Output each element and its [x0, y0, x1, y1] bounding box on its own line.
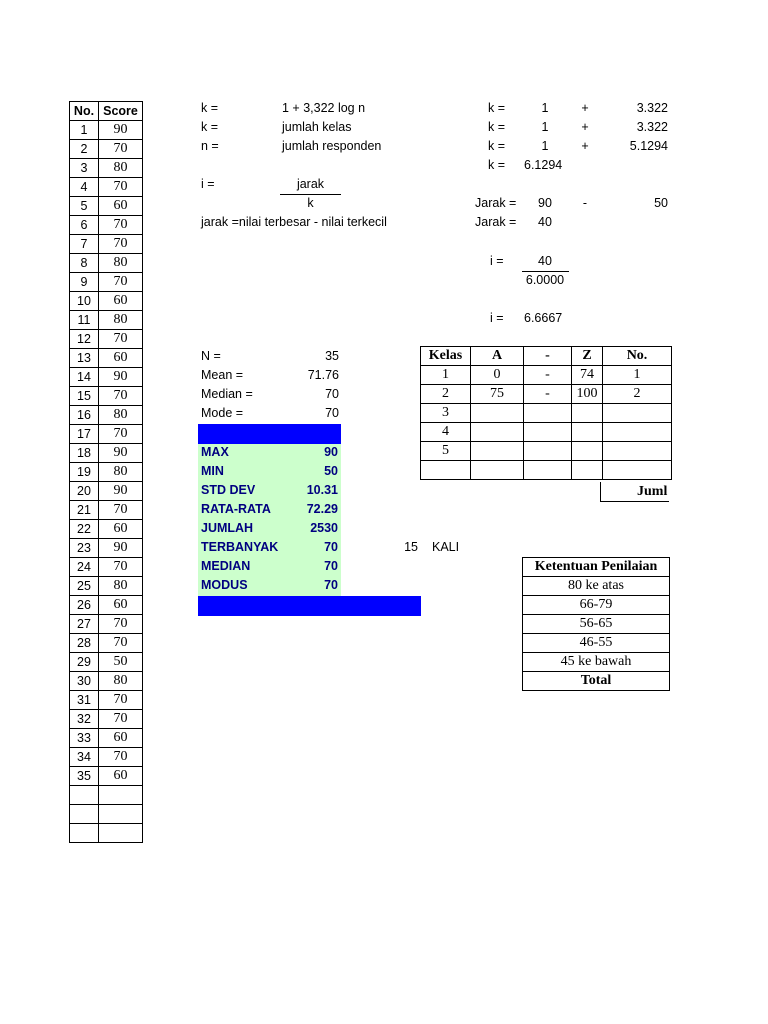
stat-label: STD DEV: [201, 483, 256, 497]
kelas-row: [421, 461, 672, 480]
i-label: i =: [201, 177, 215, 191]
table-row: [70, 577, 143, 596]
row-number: 24: [70, 558, 99, 577]
kelas-header-cell: A: [471, 347, 524, 366]
table-row: [70, 121, 143, 140]
table-row: [70, 653, 143, 672]
table-row: [70, 615, 143, 634]
score-cell: 60: [99, 349, 143, 368]
ketentuan-range: 80 ke atas: [523, 577, 670, 596]
score-cell: 80: [99, 254, 143, 273]
kelas-row: [421, 442, 672, 461]
terbanyak-unit: KALI: [432, 540, 460, 554]
kelas-cell: 3: [421, 404, 471, 423]
calc-r1-a: 1: [541, 101, 549, 115]
table-row: [70, 767, 143, 786]
calc-r3-a: 1: [541, 139, 549, 153]
score-cell: 50: [99, 653, 143, 672]
row-number: 19: [70, 463, 99, 482]
row-number: 1: [70, 121, 99, 140]
score-table: [69, 101, 143, 843]
stat-label: TERBANYAK: [201, 540, 279, 554]
table-row: [70, 273, 143, 292]
table-row: [70, 444, 143, 463]
calc-r3-op: +: [581, 139, 589, 153]
jarak-b: 50: [654, 196, 668, 210]
score-cell: 90: [99, 368, 143, 387]
kelas-cell: [603, 461, 672, 480]
kelas-cell: 74: [572, 366, 603, 385]
kelas-cell: 100: [572, 385, 603, 404]
kelas-cell: [572, 442, 603, 461]
jumlah-label: Juml: [637, 484, 668, 499]
score-cell: [99, 786, 143, 805]
k-result: 6.1294: [524, 158, 563, 172]
score-cell: 80: [99, 311, 143, 330]
score-cell: 70: [99, 216, 143, 235]
table-row: [70, 672, 143, 691]
table-row: [70, 634, 143, 653]
row-number: 8: [70, 254, 99, 273]
score-cell: 70: [99, 425, 143, 444]
table-row: [70, 729, 143, 748]
score-cell: 70: [99, 387, 143, 406]
mean-label: Mean =: [201, 368, 244, 382]
median-label: Median =: [201, 387, 253, 401]
row-number: [70, 786, 99, 805]
row-number: 11: [70, 311, 99, 330]
kelas-cell: -: [524, 385, 572, 404]
row-number: 27: [70, 615, 99, 634]
ketentuan-row: [523, 634, 670, 653]
row-number: 26: [70, 596, 99, 615]
score-cell: 90: [99, 444, 143, 463]
stat-value: 70: [324, 540, 338, 554]
score-cell: 70: [99, 748, 143, 767]
kelas-cell: [603, 442, 672, 461]
stat-label: MAX: [201, 445, 229, 459]
calc-k-eq-3: k =: [488, 139, 506, 153]
table-row: [70, 596, 143, 615]
calc-k-eq-1: k =: [488, 101, 506, 115]
header-no: No.: [70, 102, 99, 121]
calc-i-eq-2: i =: [490, 311, 504, 325]
calc-k-eq-2: k =: [488, 120, 506, 134]
stat-value: 70: [324, 578, 338, 592]
table-row: [70, 482, 143, 501]
table-row: [70, 235, 143, 254]
n-summary-label: N =: [201, 349, 221, 363]
k-label: k =: [201, 101, 219, 115]
row-number: 20: [70, 482, 99, 501]
stat-label: MIN: [201, 464, 224, 478]
row-number: 30: [70, 672, 99, 691]
kelas-cell: 1: [421, 366, 471, 385]
table-row: [70, 539, 143, 558]
row-number: 22: [70, 520, 99, 539]
kelas-cell: [471, 461, 524, 480]
stat-value: 90: [324, 445, 338, 459]
kelas-header-cell: -: [524, 347, 572, 366]
jumlah-cell: [600, 482, 669, 502]
kelas-header-cell: No.: [603, 347, 672, 366]
score-cell: 60: [99, 197, 143, 216]
ketentuan-row: [523, 596, 670, 615]
row-number: 9: [70, 273, 99, 292]
stat-value: 70: [324, 559, 338, 573]
row-number: 14: [70, 368, 99, 387]
i-result: 6.6667: [524, 311, 563, 325]
score-cell: 60: [99, 520, 143, 539]
kelas-row: [421, 423, 672, 442]
table-row: [70, 824, 143, 843]
table-row: [70, 425, 143, 444]
kelas-cell: [524, 423, 572, 442]
score-cell: 70: [99, 140, 143, 159]
kelas-cell: [572, 423, 603, 442]
terbanyak-count: 15: [404, 540, 418, 554]
kelas-cell: 4: [421, 423, 471, 442]
score-cell: 80: [99, 672, 143, 691]
kelas-row: [421, 404, 672, 423]
header-score: Score: [99, 102, 143, 121]
table-row: [70, 691, 143, 710]
table-row: [70, 311, 143, 330]
ketentuan-penilaian-table: [522, 557, 670, 691]
kelas-table: [420, 346, 672, 480]
calc-i-numerator: 40: [538, 254, 552, 268]
row-number: 16: [70, 406, 99, 425]
row-number: 13: [70, 349, 99, 368]
table-row: [70, 216, 143, 235]
n-label: n =: [201, 139, 219, 153]
score-table-header: [70, 102, 143, 121]
median-value: 70: [325, 387, 339, 401]
ketentuan-row: [523, 615, 670, 634]
kelas-cell: [421, 461, 471, 480]
table-row: [70, 406, 143, 425]
mode-label: Mode =: [201, 406, 244, 420]
score-cell: 90: [99, 121, 143, 140]
ketentuan-header-row: [523, 558, 670, 577]
table-row: [70, 805, 143, 824]
ketentuan-total-row: [523, 672, 670, 691]
row-number: 7: [70, 235, 99, 254]
jarak-result: 40: [538, 215, 552, 229]
stats-top-bar: [198, 424, 341, 444]
table-row: [70, 501, 143, 520]
kelas-cell: 75: [471, 385, 524, 404]
ketentuan-range: 46-55: [523, 634, 670, 653]
kelas-cell: 5: [421, 442, 471, 461]
row-number: 21: [70, 501, 99, 520]
kelas-cell: [524, 461, 572, 480]
kelas-cell: 1: [603, 366, 672, 385]
score-cell: 90: [99, 482, 143, 501]
score-cell: [99, 805, 143, 824]
jarak-eq-2: Jarak =: [475, 215, 517, 229]
score-cell: 70: [99, 235, 143, 254]
calc-r2-op: +: [581, 120, 589, 134]
stat-label: RATA-RATA: [201, 502, 271, 516]
row-number: 34: [70, 748, 99, 767]
kelas-cell: 0: [471, 366, 524, 385]
k-label-2: k =: [201, 120, 219, 134]
table-row: [70, 178, 143, 197]
table-row: [70, 330, 143, 349]
score-cell: 60: [99, 596, 143, 615]
stat-value: 72.29: [306, 502, 338, 516]
row-number: [70, 805, 99, 824]
row-number: 32: [70, 710, 99, 729]
score-cell: 70: [99, 501, 143, 520]
row-number: 17: [70, 425, 99, 444]
stat-label: JUMLAH: [201, 521, 254, 535]
ketentuan-row: [523, 653, 670, 672]
kelas-header-cell: Z: [572, 347, 603, 366]
stat-value: 50: [324, 464, 338, 478]
ketentuan-header: Ketentuan Penilaian: [523, 558, 670, 577]
score-cell: 80: [99, 406, 143, 425]
score-cell: 70: [99, 273, 143, 292]
table-row: [70, 520, 143, 539]
row-number: 23: [70, 539, 99, 558]
table-row: [70, 349, 143, 368]
calc-r1-op: +: [581, 101, 589, 115]
row-number: 31: [70, 691, 99, 710]
row-number: 18: [70, 444, 99, 463]
stat-value: 2530: [310, 521, 338, 535]
jarak-eq-1: Jarak =: [475, 196, 517, 210]
kelas-cell: 2: [421, 385, 471, 404]
k-formula: 1 + 3,322 log n: [282, 101, 366, 115]
stat-label: MODUS: [201, 578, 248, 592]
ketentuan-row: [523, 577, 670, 596]
table-row: [70, 159, 143, 178]
i-denominator: k: [307, 196, 314, 210]
i-numerator: jarak: [296, 177, 325, 191]
table-row: [70, 748, 143, 767]
kelas-cell: [524, 442, 572, 461]
row-number: 28: [70, 634, 99, 653]
table-row: [70, 463, 143, 482]
stats-bottom-bar: [198, 596, 421, 616]
k-description: jumlah kelas: [282, 120, 352, 134]
kelas-cell: 2: [603, 385, 672, 404]
score-cell: 70: [99, 330, 143, 349]
jarak-a: 90: [538, 196, 552, 210]
table-row: [70, 254, 143, 273]
row-number: 35: [70, 767, 99, 786]
row-number: 2: [70, 140, 99, 159]
calc-i-eq-1: i =: [490, 254, 504, 268]
mode-value: 70: [325, 406, 339, 420]
row-number: 4: [70, 178, 99, 197]
table-row: [70, 558, 143, 577]
score-cell: 90: [99, 539, 143, 558]
n-description: jumlah responden: [282, 139, 382, 153]
score-cell: 70: [99, 615, 143, 634]
stat-label: MEDIAN: [201, 559, 251, 573]
row-number: 15: [70, 387, 99, 406]
table-row: [70, 197, 143, 216]
row-number: 10: [70, 292, 99, 311]
score-cell: 70: [99, 634, 143, 653]
row-number: 25: [70, 577, 99, 596]
score-cell: 60: [99, 292, 143, 311]
kelas-cell: [572, 404, 603, 423]
score-cell: 70: [99, 558, 143, 577]
jarak-op: -: [582, 196, 588, 210]
kelas-header: [421, 347, 672, 366]
kelas-cell: [471, 404, 524, 423]
score-cell: [99, 824, 143, 843]
score-cell: 80: [99, 159, 143, 178]
row-number: 33: [70, 729, 99, 748]
calc-r1-b: 3.322: [636, 101, 668, 115]
ketentuan-range: 45 ke bawah: [523, 653, 670, 672]
kelas-cell: [603, 404, 672, 423]
n-summary-value: 35: [325, 349, 339, 363]
kelas-cell: [572, 461, 603, 480]
score-cell: 70: [99, 178, 143, 197]
score-cell: 60: [99, 729, 143, 748]
row-number: [70, 824, 99, 843]
mean-value: 71.76: [307, 368, 339, 382]
table-row: [70, 292, 143, 311]
stat-value: 10.31: [306, 483, 338, 497]
row-number: 5: [70, 197, 99, 216]
score-cell: 60: [99, 767, 143, 786]
table-row: [70, 710, 143, 729]
calc-r2-b: 3.322: [636, 120, 668, 134]
kelas-cell: [471, 442, 524, 461]
kelas-cell: -: [524, 366, 572, 385]
kelas-row: [421, 385, 672, 404]
score-cell: 80: [99, 463, 143, 482]
ketentuan-range: 56-65: [523, 615, 670, 634]
score-cell: 80: [99, 577, 143, 596]
row-number: 3: [70, 159, 99, 178]
score-cell: 70: [99, 710, 143, 729]
kelas-cell: [471, 423, 524, 442]
calc-r3-b: 5.1294: [629, 139, 668, 153]
ketentuan-total: Total: [523, 672, 670, 691]
ketentuan-range: 66-79: [523, 596, 670, 615]
row-number: 29: [70, 653, 99, 672]
row-number: 6: [70, 216, 99, 235]
calc-k-eq-4: k =: [488, 158, 506, 172]
kelas-header-cell: Kelas: [421, 347, 471, 366]
kelas-cell: [603, 423, 672, 442]
kelas-row: [421, 366, 672, 385]
jarak-definition: jarak =nilai terbesar - nilai terkecil: [201, 215, 387, 229]
table-row: [70, 368, 143, 387]
row-number: 12: [70, 330, 99, 349]
calc-i-denominator: 6.0000: [525, 273, 565, 287]
score-cell: 70: [99, 691, 143, 710]
calc-r2-a: 1: [541, 120, 549, 134]
kelas-cell: [524, 404, 572, 423]
table-row: [70, 786, 143, 805]
table-row: [70, 387, 143, 406]
table-row: [70, 140, 143, 159]
